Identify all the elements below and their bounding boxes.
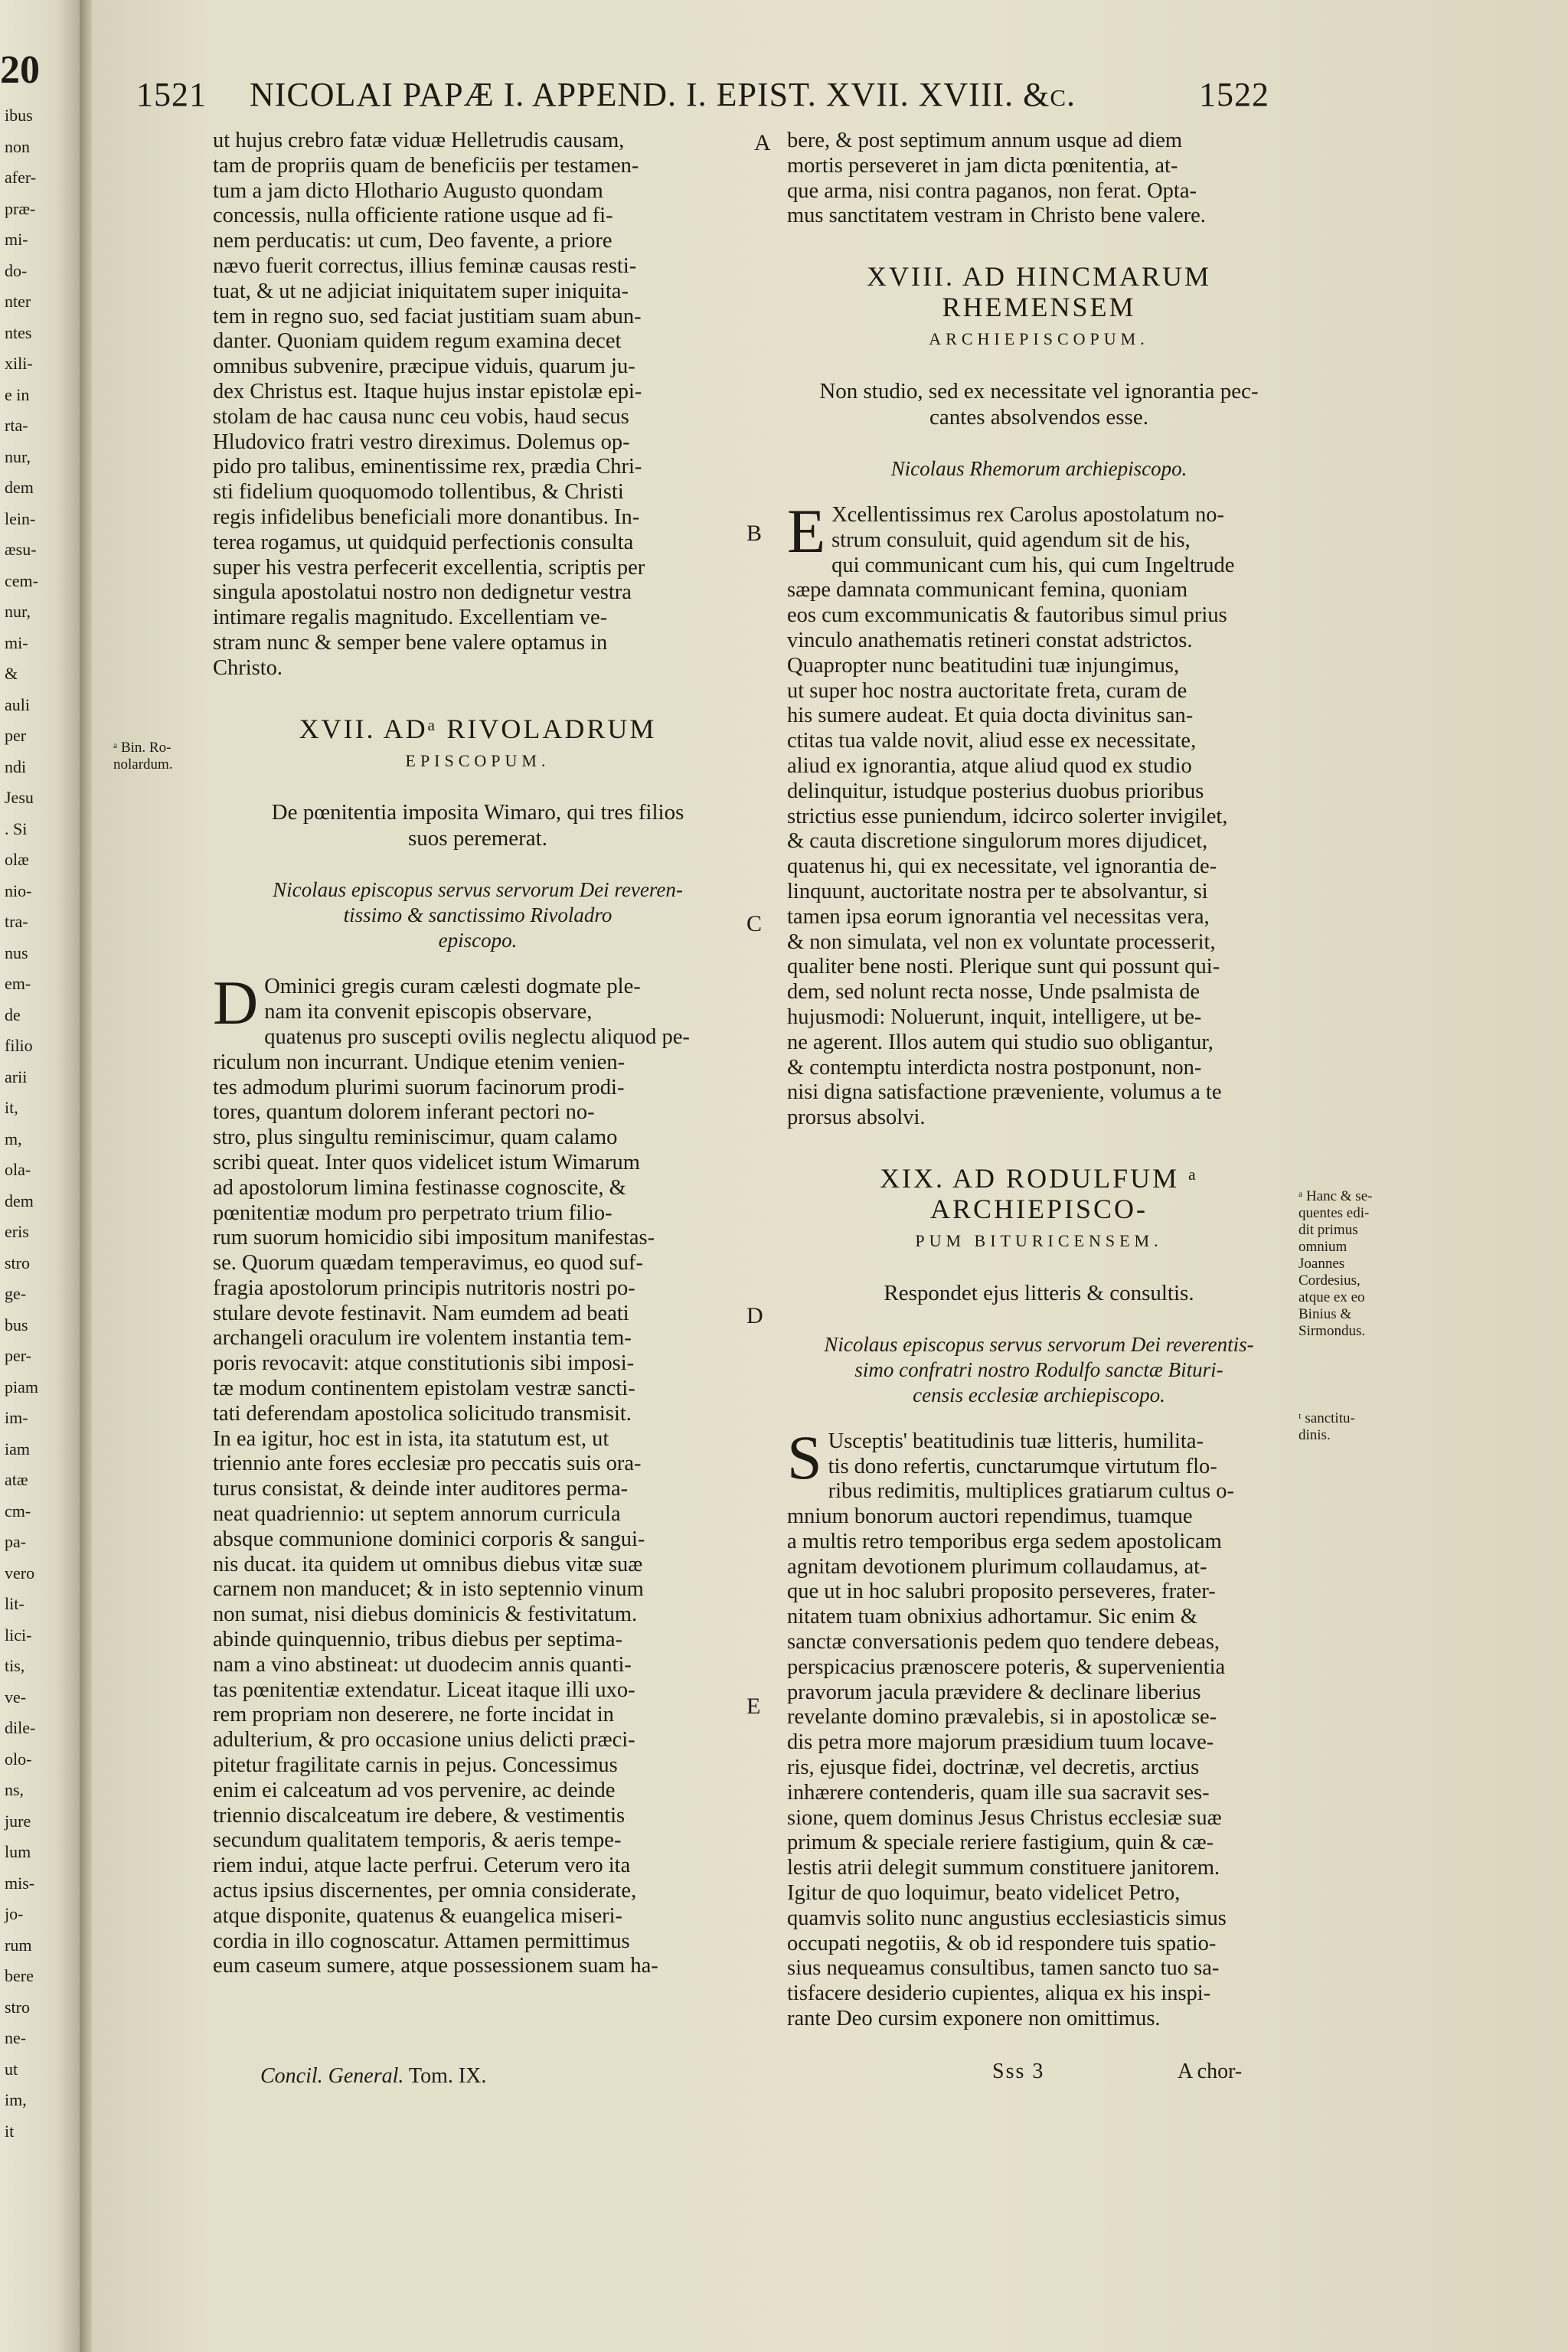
text-line: sæpe damnata communicant femina, quoniam [787,578,1188,603]
previous-page-fragment: atæ [5,1470,28,1489]
text-line: & cauta discretione singulorum mores dijudicet, [787,829,1208,854]
previous-page-fragment: ns, [5,1780,24,1799]
text-line: nem perducatis: ut cum, Deo favente, a priore [213,229,612,253]
text-line: abinde quinquennio, tribus diebus per septima- [213,1628,623,1652]
text-line: secundum qualitatem temporis, & aeris tempe- [213,1828,622,1853]
text-line: adulterium, & pro occasione unius delicti præci- [213,1728,635,1753]
section-marker-a: A [754,130,771,155]
text-line: danter. Quoniam quidem regum examina decet [213,329,622,354]
text-line: mortis perseveret in jam dicta pœnitentia, at- [787,153,1178,178]
text-line: mnium bonorum auctori rependimus, tuamque [787,1504,1193,1529]
text-line: sius nequeamus consultibus, tamen sancto tuo sa- [787,1956,1220,1981]
text-line: tum a jam dicto Hlothario Augusto quondam [213,178,603,203]
margin-note-cordesius: ᵃ Hanc & se- quentes edi- dit primus omnium Joannes Cordesius, atque ex eo Binius & Sirmondus. [1298,1188,1373,1339]
previous-page-fragment: eris [5,1222,29,1241]
right-page-number: 1522 [1199,76,1269,113]
text-line: nis ducat. ita quidem ut omnibus diebus vitæ suæ [213,1552,643,1576]
previous-page-fragment: lein- [5,508,36,528]
previous-page-fragment: stro [5,1253,30,1272]
text-line: mus sanctitatem vestram in Christo bene valere. [787,204,1206,228]
text-line: stro, plus singultu reminiscimur, quam calamo [213,1125,618,1150]
text-line: dex Christus est. Itaque hujus instar epistolæ epi- [213,379,642,403]
left-column [213,129,743,1979]
letter-xvii-dropcap: D [213,968,259,1038]
printer-signature: Sss 3 [992,2060,1045,2083]
previous-page-fragment: ndi [5,756,27,776]
margin-note-rivoladrum: ᵃ Bin. Ro- nolardum. [113,740,173,773]
previous-page-fragment: ola- [5,1160,31,1179]
text-line: triennio discalceatum ire debere, & vestimentis [213,1803,626,1828]
text-line: stulare devote festinavit. Nam eumdem ad beati [213,1301,629,1325]
text-line: non sumat, nisi diebus dominicis & festivitatum. [213,1602,638,1627]
text-line: rem propriam non deserere, ne forte incidat in [213,1703,614,1727]
text-line: enim ei calceatum ad vos pervenire, ac deinde [213,1778,616,1802]
previous-page-fragment: ibus [5,106,33,125]
text-line: que ut in hoc salubri proposito perseveres, frater- [787,1579,1216,1604]
text-line: ut hujus crebro fatæ viduæ Helletrudis causam, [213,129,625,152]
previous-page-fragment: nio- [5,880,32,900]
previous-page-fragment: mi- [5,230,28,249]
previous-page-fragment: stro [5,1997,30,2017]
text-line: atque disponite, quatenus & euangelica miseri- [213,1903,623,1928]
catchword: A chor- [1178,2060,1243,2083]
letter-xvii-subheading: EPISCOPUM. [405,750,550,770]
text-line: linquunt, auctoritate nostra per te absolvantur, si [787,879,1208,903]
text-line: tisfacere desiderio cupientes, aliqua ex his inspi- [787,1981,1211,2006]
letter-xviii-summary: Non studio, sed ex necessitate vel ignorantia pec- cantes absolvendos esse. [819,378,1259,430]
previous-page-fragment: im- [5,1408,28,1427]
previous-page-fragment: do- [5,260,28,280]
letter-xvii-body-text [213,968,743,1979]
text-line: aliud ex ignorantia, atque aliud quod ex studio [787,753,1192,778]
text-line: occupati negotiis, & ob id respondere tuis spatio- [787,1931,1217,1955]
left-page-number: 1521 [136,76,207,113]
text-line: lestis atrii delegit summum constituere janitorem. [787,1856,1220,1880]
previous-page-fragment: . Si [5,818,28,838]
previous-page-fragment: præ- [5,198,36,218]
previous-page-fragment: dem [5,478,34,497]
text-line: nam a vino abstineat: ut duodecim annis quanti- [213,1652,632,1677]
text-line: & non simulata, vel non ex voluntate processerit, [787,929,1216,954]
footer-collection-title: Concil. General. [260,2064,404,2088]
text-line: cordia in illo cognoscatur. Attamen permittimus [213,1929,630,1953]
text-line: Quapropter nunc beatitudini tuæ injungimus, [787,653,1180,678]
previous-page-fragment: iam [5,1439,30,1459]
text-line: Xcellentissimus rex Carolus apostolatum no- [831,502,1225,527]
section-marker-d: D [746,1303,763,1328]
text-line: pravorum jacula prævidere & declinare liberius [787,1680,1201,1704]
text-line: super his vestra perfecerit excellentia, scriptis per [213,555,645,580]
text-line: ut super hoc nostra auctoritate freta, curam de [787,678,1187,703]
previous-page-fragment: ve- [5,1687,27,1707]
text-line: stram nunc & semper bene valere optamus in [213,630,608,655]
text-line: strictius esse puniendum, idcirco solerter invigilet, [787,804,1228,828]
text-line: neat quadriennio: ut septem annorum curricula [213,1502,621,1527]
text-line: sanctæ conversationis pedem quo tendere debeas, [787,1630,1220,1655]
text-line: vinculo anathematis retineri constat adstrictos. [787,628,1193,652]
text-line: prorsus absolvi. [787,1106,926,1130]
previous-page-fragment: æsu- [5,540,37,559]
text-line: se. Quorum quædam temperavimus, eo quod suf- [213,1251,643,1276]
previous-page-fragment: tis, [5,1656,25,1675]
letter-xviii-subheading: ARCHIEPISCOPUM. [929,329,1149,349]
previous-page-fragment: olo- [5,1749,32,1769]
text-line: intimare regalis magnitudo. Excellentiam ve- [213,606,608,630]
previous-page-fragment: & [5,664,18,683]
previous-page-fragment: per [5,726,27,745]
text-line: tuat, & ut ne adjiciat iniquitatem super iniquita- [213,279,629,303]
text-line: ad apostolorum limina festinasse cognoscite, & [213,1175,626,1200]
text-line: rum suorum homicidio sibi impositum manifestas- [213,1226,655,1250]
text-line: nitatem tuam obnixius adhortamur. Sic enim & [787,1605,1197,1629]
footer-volume: Tom. IX. [408,2064,487,2088]
text-line: tam de propriis quam de beneficiis per testamen- [213,153,639,178]
section-marker-b: B [746,521,763,546]
text-line: Usceptis' beatitudinis tuæ litteris, humilita- [828,1429,1204,1453]
text-line: quatenus hi, qui ex necessitate, vel ignorantia de- [787,854,1217,879]
text-line: primum & speciale reriere fastigium, quin & cæ- [787,1831,1214,1855]
text-line: tamen ipsa eorum ignorantia vel necessitas vera, [787,904,1210,929]
text-line: ctitas tua valde novit, aliud esse ex necessitate, [787,729,1197,753]
previous-page-fragment: bere [5,1966,34,1985]
text-line: delinquitur, istudque posterius duobus prioribus [787,779,1204,803]
text-line: Christo. [213,655,283,680]
letter-xix-summary: Respondet ejus litteris & consultis. [884,1280,1194,1305]
text-line: tores, quantum dolorem inferant pectori no- [213,1100,595,1125]
text-line: archangeli oraculum ire volentem instantia tem- [213,1326,632,1351]
previous-page-fragment: mi- [5,632,28,652]
section-marker-c: C [746,911,763,936]
section-marker-e: E [746,1694,761,1719]
previous-page-fragment: m, [5,1129,22,1148]
previous-page-fragment: ntes [5,322,32,342]
book-gutter [80,0,92,2352]
text-line: agnitam devotionem plurimum collaudamus, at- [787,1554,1207,1579]
previous-page-fragment: rum [5,1935,32,1955]
text-line: riem indui, atque lacte perfrui. Ceterum vero ita [213,1854,631,1878]
text-line: rante Deo cursim exponere non omittimus. [787,2007,1161,2031]
previous-page-fragment: dem [5,1191,34,1210]
letter-xviii-heading: XVIII. AD HINCMARUM RHEMENSEM [867,261,1211,323]
text-line: quamvis solito nunc angustius ecclesiasticis simus [787,1906,1227,1930]
previous-page-fragment: lici- [5,1625,32,1645]
previous-page-fragment: mis- [5,1873,35,1893]
previous-page-fragment: filio [5,1036,33,1055]
letter-xix-body-text [787,1422,1291,2032]
text-line: terea rogamus, ut quidquid perfectionis consulta [213,530,634,554]
text-line: absque communione dominici corporis & sangui- [213,1527,645,1551]
text-line: singula apostolatui nostro non dedignetur vestra [213,580,632,605]
text-line: tas pœnitentiæ extendatur. Liceat itaque illi uxo- [213,1677,635,1702]
text-line: pœnitentiæ modum pro perpetrato trium filio- [213,1200,612,1225]
text-line: poris revocavit: atque constitutionis sibi imposi- [213,1351,635,1376]
previous-page-fragment: nur, [5,446,31,466]
text-line: eum caseum sumere, atque possessionem suam ha- [213,1954,658,1978]
text-line: tati deferendam apostolica solicitudo transmisit. [213,1401,632,1426]
letter-xix-dropcap: S [787,1422,822,1492]
previous-page-fragment: lit- [5,1594,24,1613]
running-head-title: NICOLAI PAPÆ I. APPEND. I. EPIST. XVII. XVIII. &c. [250,76,1076,113]
letter-xvii-heading: XVII. ADᵃ RIVOLADRUM [299,713,657,744]
previous-page-fragment: it [5,2121,15,2141]
text-line: Ominici gregis curam cælesti dogmate ple- [264,975,641,999]
text-line: tæ modum continentem epistolam vestræ sancti- [213,1377,635,1401]
previous-page-fragment: piam [5,1377,38,1396]
text-line: strum consuluit, quid agendum sit de his, [831,528,1191,552]
margin-note-sanctitudinis: ᵗ sanctitu- dinis. [1298,1410,1355,1443]
text-line: In ea igitur, hoc est in ista, ita statutum est, ut [213,1426,609,1451]
text-line: carnem non manducet; & in isto septennio vinum [213,1577,644,1602]
previous-page-fragment: afer- [5,168,37,187]
text-line: actus ipsius discernentes, per omnia considerate, [213,1879,637,1903]
previous-page-fragment: tra- [5,912,28,931]
text-line: que arma, nisi contra paganos, non ferat. Opta- [787,178,1197,203]
previous-page-fragment: it, [5,1098,18,1117]
text-line: bere, & post septimum annum usque ad diem [787,129,1183,152]
previous-page-fragment: em- [5,974,31,993]
text-line: qualiter bene nosti. Plerique sunt qui possunt qui- [787,955,1220,979]
previous-page-fragment: ge- [5,1284,27,1303]
text-line: his sumere audeat. Et quia docta divinitus san- [787,704,1194,728]
text-line: sione, quem dominus Jesus Christus ecclesiæ suæ [787,1805,1222,1830]
letter-xix-subheading: PUM BITURICENSEM. [915,1230,1163,1250]
text-line: omnibus subvenire, præcipue viduis, quarum ju- [213,354,635,379]
letter-xix-salutation: Nicolaus episcopus servus servorum Dei reverentis- simo confratri nostro Rodulfo sanctæ Bituri- censis ecclesiæ archiepiscopo. [824,1332,1254,1406]
text-line: pido pro talibus, eminentissime rex, prædia Chri- [213,455,642,479]
text-line: sti fidelium quoquomodo tollentibus, & Christi [213,480,624,505]
text-line: a multis retro temporibus erga sedem apostolicam [787,1529,1222,1553]
letter-xvii-salutation: Nicolaus episcopus servus servorum Dei reveren- tissimo & sanctissimo Rivoladro episcopo. [273,878,683,952]
right-column [787,129,1291,2032]
previous-page-fragment: nus [5,942,28,962]
text-line: perspicacius prænoscere poteris, & supervenientia [787,1655,1226,1679]
previous-page-fragment: cm- [5,1501,31,1521]
text-line: stolam de hac causa nunc ceu vobis, haud secus [213,404,629,429]
previous-page-number: 20 [0,48,40,92]
letter-xviii-dropcap: E [787,495,826,566]
previous-page-fragment: per- [5,1346,31,1365]
text-line: eos cum excommunicatis & fautoribus simul prius [787,603,1227,628]
previous-page-fragment: xili- [5,354,33,373]
letter-xviii-salutation: Nicolaus Rhemorum archiepiscopo. [890,456,1187,480]
text-line: riculum non incurrant. Undique etenim venien- [213,1050,626,1074]
previous-page-fragment: non [5,136,30,156]
previous-page-fragment: vero [5,1563,35,1583]
text-line: revelante domino prævalebis, si in apostolicæ se- [787,1705,1217,1730]
previous-page-fragment: Jesu [5,788,34,807]
previous-page-fragment: im, [5,2090,27,2109]
previous-page-fragment: cem- [5,570,38,590]
text-line: tes admodum plurimi suorum facinorum prodi- [213,1075,625,1099]
left-continuation-text [213,129,743,681]
text-line: ne agerent. Illos autem qui studio suo obligantur, [787,1030,1214,1054]
previous-page-fragment: de [5,1004,21,1024]
previous-page-fragment: ut [5,2059,18,2079]
previous-page-fragment: arii [5,1067,28,1086]
text-line: nam ita convenit episcopis observare, [264,1000,593,1024]
previous-page-fragment: dile- [5,1718,36,1737]
text-line: dem, sed nolunt recta nosse, Unde psalmista de [787,980,1200,1004]
previous-page-fragment: jo- [5,1904,24,1923]
running-head [136,75,1285,121]
text-line: dis petra more majorum præsidium tuum locave- [787,1730,1214,1755]
text-line: Igitur de quo loquimur, beato videlicet Petro, [787,1881,1181,1906]
text-line: tis dono refertis, cunctarumque virtutum flo- [828,1454,1217,1478]
previous-page-fragment: lum [5,1842,31,1861]
text-line: regis infidelibus beneficiali more donantibus. In- [213,505,640,529]
text-line: nævo fuerit correctus, illius feminæ causas resti- [213,253,637,278]
text-line: Hludovico fratri vestro direximus. Dolemus op- [213,430,630,454]
text-line: triennio ante fores ecclesiæ pro peccatis suis ora- [213,1452,642,1476]
previous-page-fragment: pa- [5,1532,27,1551]
letter-xix-heading: XIX. AD RODULFUM ᵃ ARCHIEPISCO- [880,1162,1198,1224]
previous-page-fragment: nur, [5,602,31,621]
previous-page-fragment: nter [5,292,31,311]
previous-page-fragment: olæ [5,850,29,869]
letter-xvii-summary: De pœnitentia imposita Wimaro, qui tres filios suos peremerat. [271,800,684,851]
previous-page-fragment: ne- [5,2028,27,2047]
letter-xviii-body [787,495,1291,1131]
previous-page-edge [0,0,80,2352]
previous-page-fragment: bus [5,1315,28,1334]
letter-xvii-body [213,968,743,1979]
text-line: fragia apostolorum principis nutritoris nostri po- [213,1276,635,1300]
previous-page-fragment: jure [5,1811,31,1831]
text-line: ribus redimitis, multiplices gratiarum cultus o- [828,1479,1234,1504]
text-line: ris, ejusque fidei, doctrinæ, vel decretis, arctius [787,1756,1200,1780]
letter-xviii-body-text [787,495,1291,1131]
previous-page-fragment: auli [5,694,30,714]
text-line: inhærere contenderis, quam ille sua sacravit ses- [787,1780,1210,1805]
text-line: qui communicant cum his, qui cum Ingeltrude [831,553,1235,577]
letter-xix-body [787,1422,1291,2032]
text-line: concessis, nulla officiente ratione usque ad fi- [213,204,613,228]
text-line: tem in regno suo, sed faciat justitiam suam abun- [213,304,642,328]
text-line: nisi digna satisfactione præveniente, volumus a te [787,1080,1222,1105]
right-continuation-text [787,129,1291,229]
text-line: scribi queat. Inter quos videlicet istum Wimarum [213,1150,640,1174]
previous-page-fragment: rta- [5,416,28,435]
text-line: turus consistat, & deinde inter auditores perma- [213,1477,629,1501]
text-line: hujusmodi: Noluerunt, inquit, intelligere, ut be- [787,1004,1202,1029]
text-line: & contemptu interdicta nostra postponunt, non- [787,1055,1202,1080]
footer-collection [260,2064,486,2089]
text-line: pitetur fragilitate carnis in pejus. Concessimus [213,1753,618,1778]
text-line: quatenus pro suscepti ovilis neglectu aliquod pe- [264,1024,690,1049]
previous-page-fragment: e in [5,384,30,404]
